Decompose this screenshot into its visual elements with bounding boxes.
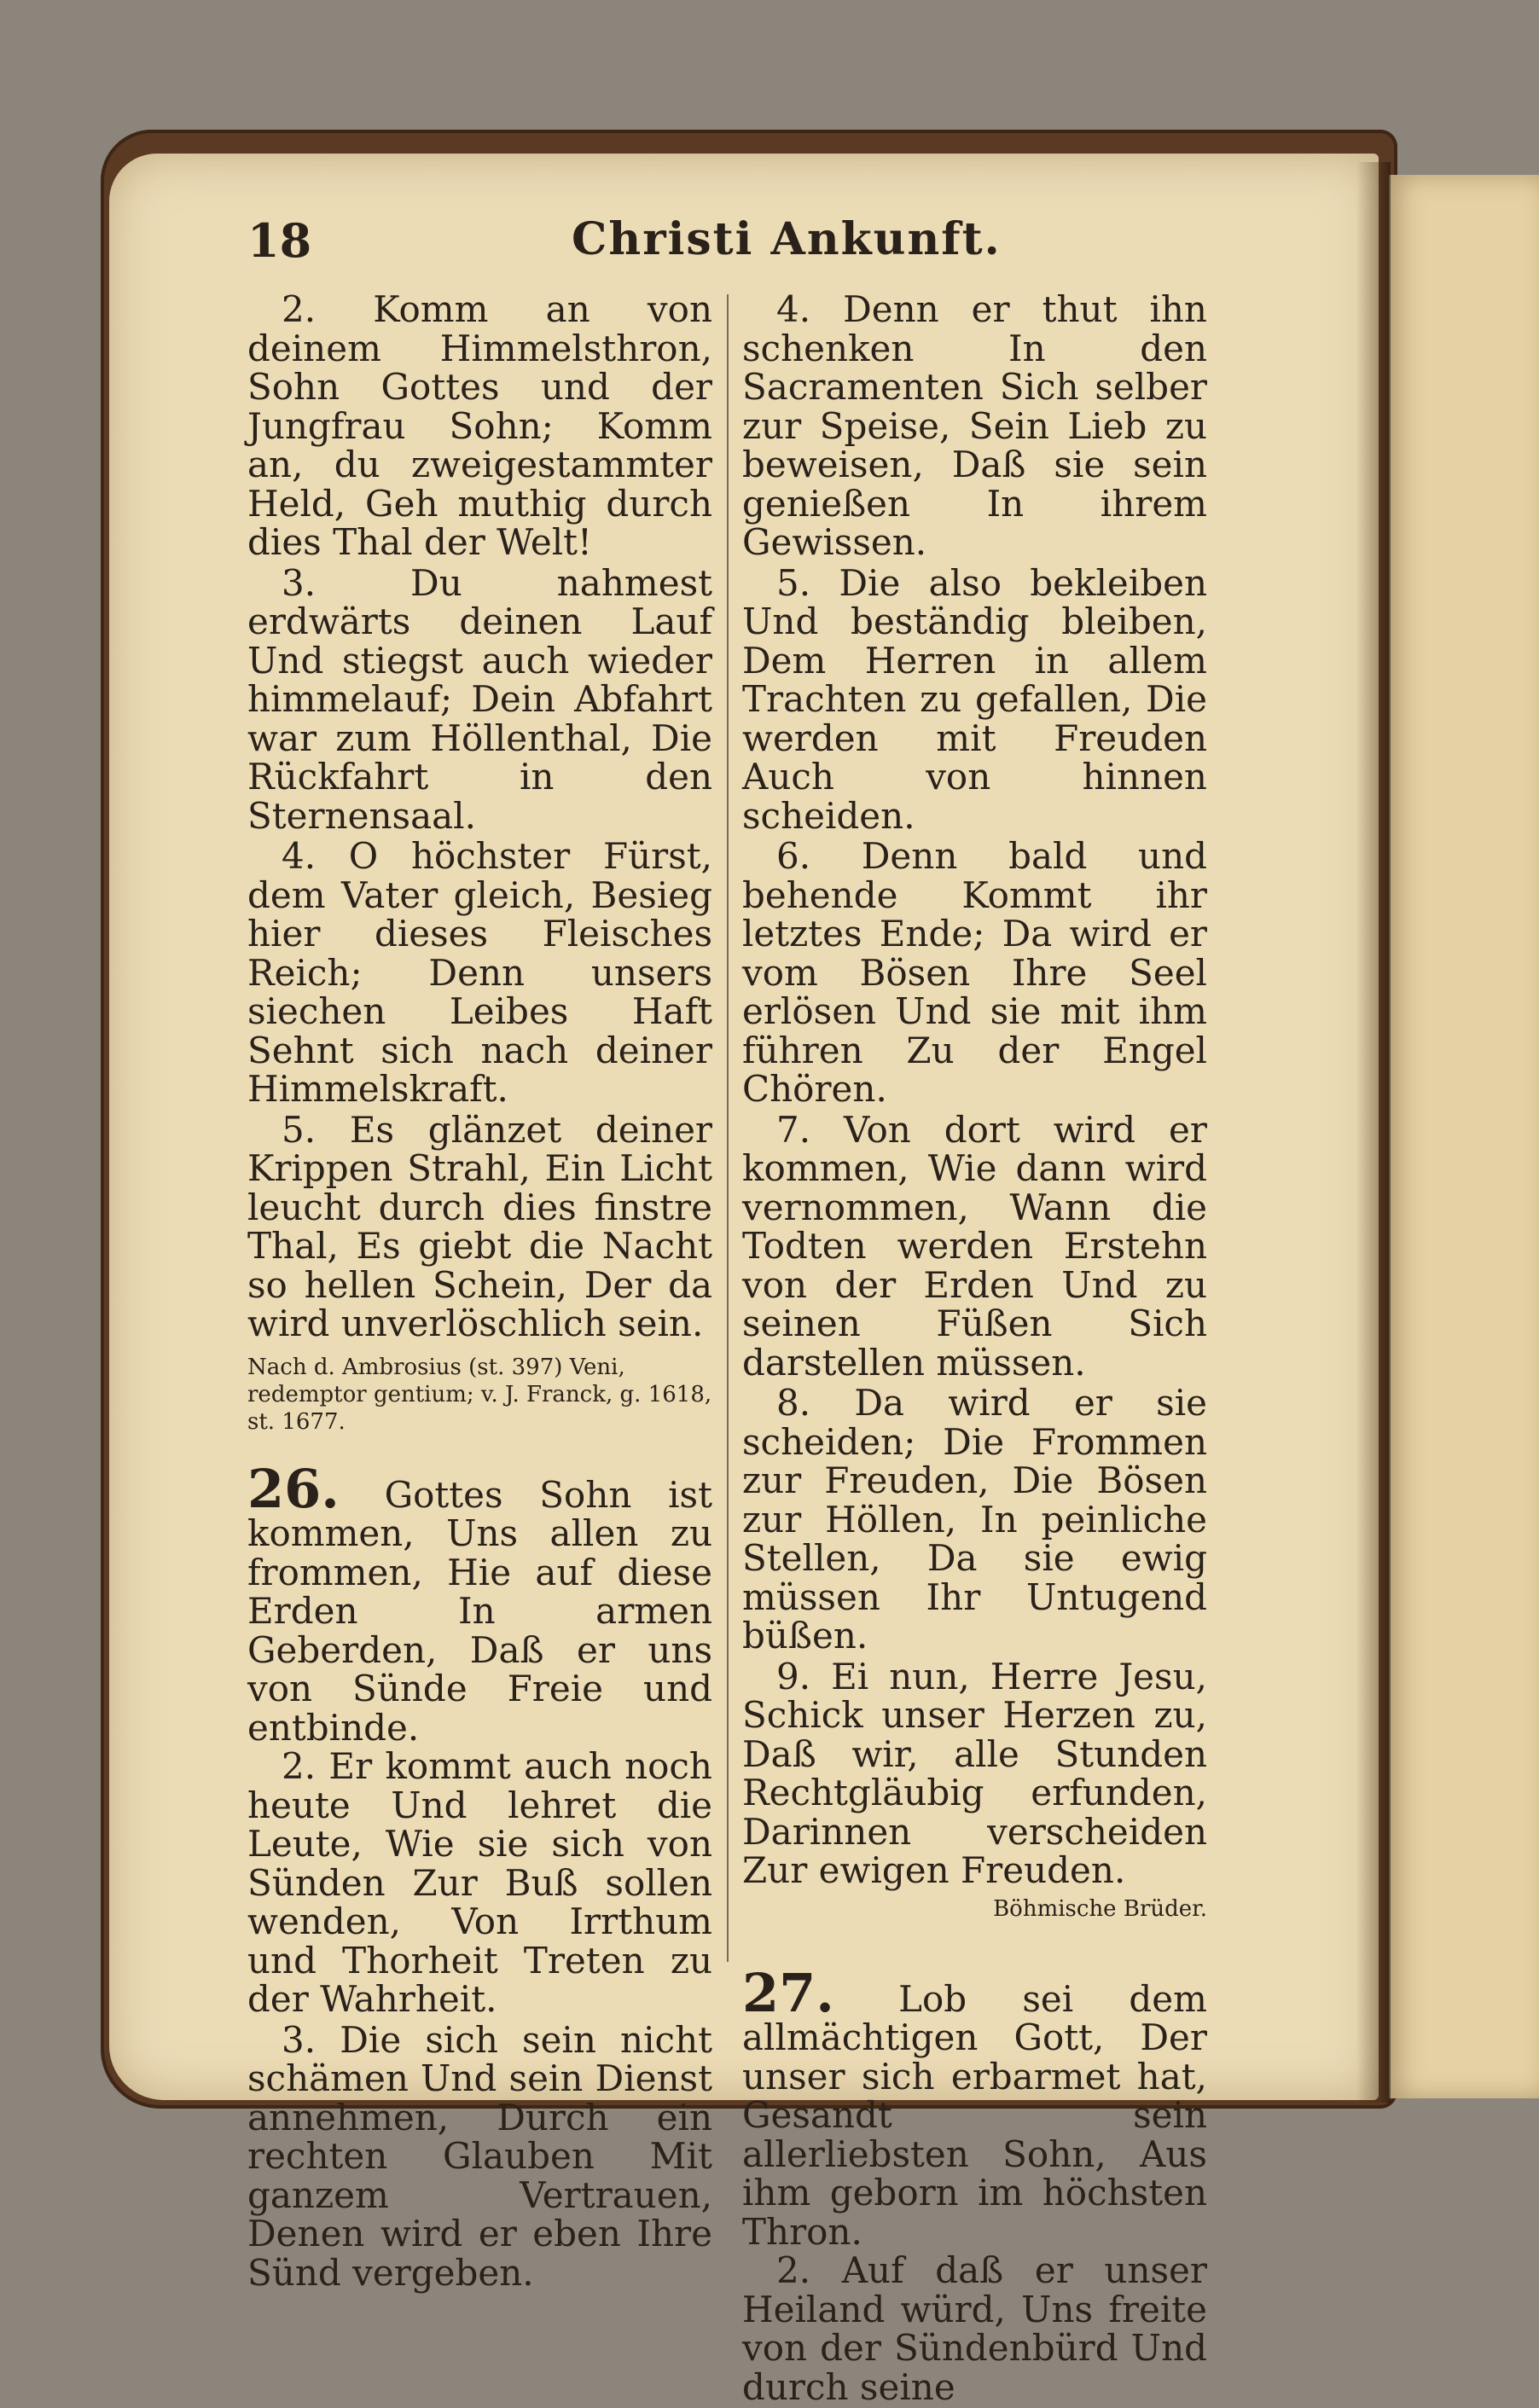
- verse: 5. Es glänzet deiner Krippen Strahl, Ein Licht leucht durch dies finstre Thal, Es giebt die Nacht so hellen Schein, Der da wird unverlöschlich sein.: [247, 1108, 712, 1344]
- verse: 5. Die also bekleiben Und beständig bleiben, Dem Herren in allem Trachten zu gefallen, Die werden mit Freuden Auch von hinnen scheiden.: [742, 561, 1207, 837]
- verse: 3. Du nahmest erdwärts deinen Lauf Und stiegst auch wieder himmelauf; Dein Abfahrt war zum Höllenthal, Die Rückfahrt in den Sternensaal.: [247, 561, 712, 837]
- page-header: [247, 213, 1356, 281]
- column-divider: [727, 294, 729, 1962]
- hymn-attribution: Nach d. Ambrosius (st. 397) Veni, redemptor gentium; v. J. Franck, g. 1618, st. 1677.: [247, 1354, 712, 1435]
- page-gutter: [1356, 162, 1391, 2103]
- hymn-first-verse-text: Lob sei dem allmächtigen Gott, Der unser sich erbarmet hat, Gesandt sein allerliebsten Sohn, Aus ihm geborn im höchsten Thron.: [742, 1977, 1207, 2253]
- left-column: [247, 290, 712, 2294]
- hymn-number: 27.: [742, 1961, 834, 2024]
- hymn-first-verse-text: Gottes Sohn ist kommen, Uns allen zu frommen, Hie auf diese Erden In armen Geberden, Daß er uns von Sünde Freie und entbinde.: [247, 1473, 712, 1749]
- hymn-attribution: Böhmische Brüder.: [993, 1895, 1207, 1922]
- page-number: 18: [247, 213, 312, 268]
- hymn-first-verse: [247, 1457, 712, 1749]
- verse: 3. Die sich sein nicht schämen Und sein Dienst annehmen, Durch ein rechten Glauben Mit ganzem Vertrauen, Denen wird er eben Ihre Sünd vergeben.: [247, 2018, 712, 2294]
- right-column: [742, 290, 1207, 2408]
- verse: 9. Ei nun, Herre Jesu, Schick unser Herzen zu, Daß wir, alle Stunden Rechtgläubig erfunden, Darinnen verscheiden Zur ewigen Freuden.: [742, 1655, 1207, 1891]
- verse: 7. Von dort wird er kommen, Wie dann wird vernommen, Wann die Todten werden Erstehn von der Erden Und zu seinen Füßen Sich darstellen müssen.: [742, 1108, 1207, 1384]
- verse: 6. Denn bald und behende Kommt ihr letztes Ende; Da wird er vom Bösen Ihre Seel erlösen Und sie mit ihm führen Zu der Engel Chören.: [742, 835, 1207, 1110]
- hymn-number: 26.: [247, 1457, 340, 1520]
- verse: 2. Er kommt auch noch heute Und lehret die Leute, Wie sie sich von Sünden Zur Buß sollen wenden, Von Irrthum und Thorheit Treten zu der Wahrheit.: [247, 1745, 712, 2020]
- facing-page-edge: [1389, 175, 1539, 2098]
- verse: 2. Auf daß er unser Heiland würd, Uns freite von der Sündenbürd Und durch seine: [742, 2249, 1207, 2408]
- verse: 2. Komm an von deinem Himmelsthron, Sohn Gottes und der Jungfrau Sohn; Komm an, du zweigestammter Held, Geh muthig durch dies Thal der Welt!: [247, 288, 712, 563]
- verse: 8. Da wird er sie scheiden; Die Frommen zur Freuden, Die Bösen zur Höllen, In peinliche Stellen, Da sie ewig müssen Ihr Untugend büßen.: [742, 1382, 1207, 1657]
- verse: 4. O höchster Fürst, dem Vater gleich, Besieg hier dieses Fleisches Reich; Denn unsers siechen Leibes Haft Sehnt sich nach deiner Himmelskraft.: [247, 835, 712, 1110]
- verse: 4. Denn er thut ihn schenken In den Sacramenten Sich selber zur Speise, Sein Lieb zu beweisen, Daß sie sein genießen In ihrem Gewissen.: [742, 288, 1207, 563]
- running-title: Christi Ankunft.: [572, 213, 1002, 265]
- hymn-first-verse: [742, 1961, 1207, 2253]
